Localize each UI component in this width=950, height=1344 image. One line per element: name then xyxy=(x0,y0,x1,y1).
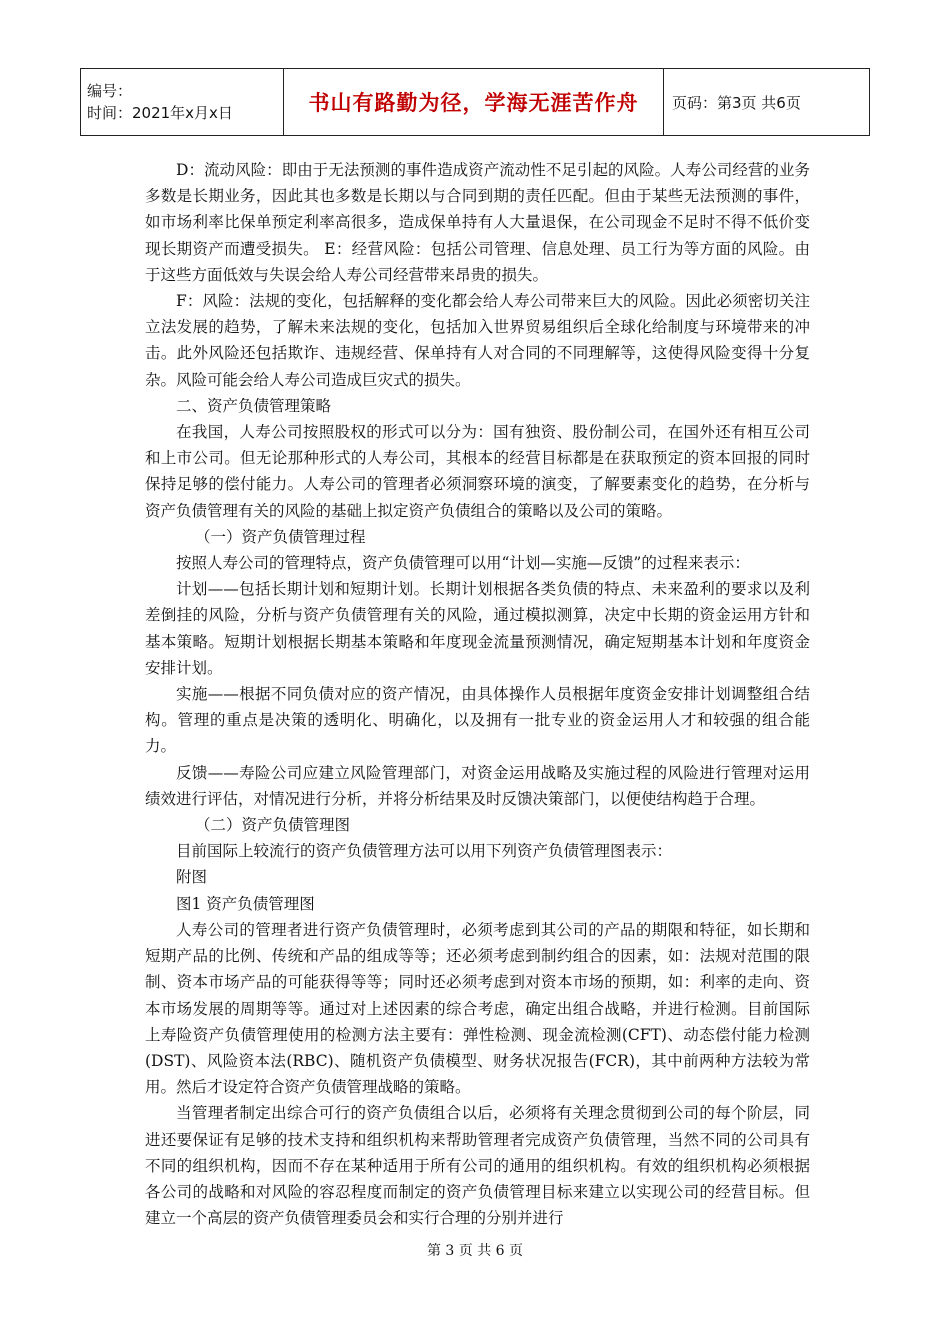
page-header xyxy=(80,68,870,136)
time-label: 时间：2021年x月x日 xyxy=(87,104,233,122)
paragraph-implement: 实施——根据不同负债对应的资产情况，由具体操作人员根据年度资金安排计划调整组合结构。管理的重点是决策的透明化、明确化，以及拥有一批专业的资金运用人才和较强的组合能力。 xyxy=(145,685,810,756)
subsection-heading-diagram: （二）资产负债管理图 xyxy=(195,816,351,835)
page-footer xyxy=(0,1240,950,1260)
paragraph-process-intro: 按照人寿公司的管理特点，资产负债管理可以用“计划—实施—反馈”的过程来表示： xyxy=(176,554,750,573)
document-body xyxy=(145,157,810,1231)
paragraph-liquidity-risk: D：流动风险：即由于无法预测的事件造成资产流动性不足引起的风险。人寿公司经营的业务多数是长期业务，因此其也多数是长期以与合同到期的责任匹配。但由于某些无法预测的事件，如市场利率比保单预定利率高很多，造成保单持有人大量退保，在公司现金不足时不得不低价变现长期资产而遭受损失。 E：经营风险：包括公司管理、信息处理、员工行为等方面的风险。由于这些方面低效与失误会给人寿公司经营带来昂贵的损失。 xyxy=(145,161,810,284)
subsection-heading-process: （一）资产负债管理过程 xyxy=(195,527,366,546)
motto-text: 书山有路勤为径，学海无涯苦作舟 xyxy=(308,91,639,115)
number-label: 编号： xyxy=(87,82,133,100)
paragraph-manager-considerations: 人寿公司的管理者进行资产负债管理时，必须考虑到其公司的产品的期限和特征，如长期和短期产品的比例、传统和产品的组成等等；还必须考虑到制约组合的因素，如：法规对范围的限制、资本市场产品的可能获得等等；同时还必须考虑到对资本市场的预期，如：利率的走向、资本市场发展的周期等等。通过对上述因素的综合考虑，确定出组合战略，并进行检测。目前国际上寿险资产负债管理使用的检测方法主要有：弹性检测、现金流检测(CFT)、动态偿付能力检测(DST)、风险资本法(RBC)、随机资产负债模型、财务状况报告(FCR)，其中前两种方法较为常用。然后才设定符合资产负债管理战略的策略。 xyxy=(145,920,810,1097)
attachment-label: 附图 xyxy=(176,868,208,887)
section-heading-strategy: 二、资产负债管理策略 xyxy=(176,396,332,415)
paragraph-diagram-intro: 目前国际上较流行的资产负债管理方法可以用下列资产负债管理图表示： xyxy=(176,842,673,861)
header-page-cell xyxy=(664,69,869,135)
figure-caption: 图1 资产负债管理图 xyxy=(176,894,315,913)
paragraph-plan: 计划——包括长期计划和短期计划。长期计划根据各类负债的特点、未来盈利的要求以及利差倒挂的风险，分析与资产负债管理有关的风险，通过模拟测算，决定中长期的资金运用方针和基本策略。短期计划根据长期基本策略和年度现金流量预测情况，确定短期基本计划和年度资金安排计划。 xyxy=(145,580,810,677)
paragraph-feedback: 反馈——寿险公司应建立风险管理部门，对资金运用战略及实施过程的风险进行管理对运用绩效进行评估，对情况进行分析，并将分析结果及时反馈决策部门，以便使结构趋于合理。 xyxy=(145,763,810,808)
header-motto-cell xyxy=(284,69,664,135)
paragraph-company-forms: 在我国，人寿公司按照股权的形式可以分为：国有独资、股份制公司，在国外还有相互公司和上市公司。但无论那种形式的人寿公司，其根本的经营目标都是在获取预定的资本回报的同时保持足够的偿付能力。人寿公司的管理者必须洞察环境的演变，了解要素变化的趋势，在分析与资产负债管理有关的风险的基础上拟定资产负债组合的策略以及公司的策略。 xyxy=(145,423,810,520)
paragraph-regulatory-risk: F：风险：法规的变化，包括解释的变化都会给人寿公司带来巨大的风险。因此必须密切关注立法发展的趋势，了解未来法规的变化，包括加入世界贸易组织后全球化给制度与环境带来的冲击。此外风险还包括欺诈、违规经营、保单持有人对合同的不同理解等，这使得风险变得十分复杂。风险可能会给人寿公司造成巨灾式的损失。 xyxy=(145,292,810,389)
page-indicator: 页码：第3页 共6页 xyxy=(672,93,801,112)
header-meta xyxy=(81,69,284,135)
paragraph-organization: 当管理者制定出综合可行的资产负债组合以后，必须将有关理念贯彻到公司的每个阶层，同进还要保证有足够的技术支持和组织机构来帮助管理者完成资产负债管理，当然不同的公司具有不同的组织机构，因而不存在某种适用于所有公司的通用的组织机构。有效的组织机构必须根据各公司的战略和对风险的容忍程度而制定的资产负债管理目标来建立以实现公司的经营目标。但建立一个高层的资产负债管理委员会和实行合理的分别并进行 xyxy=(145,1104,810,1228)
footer-page-number: 第 3 页 共 6 页 xyxy=(426,1243,524,1259)
